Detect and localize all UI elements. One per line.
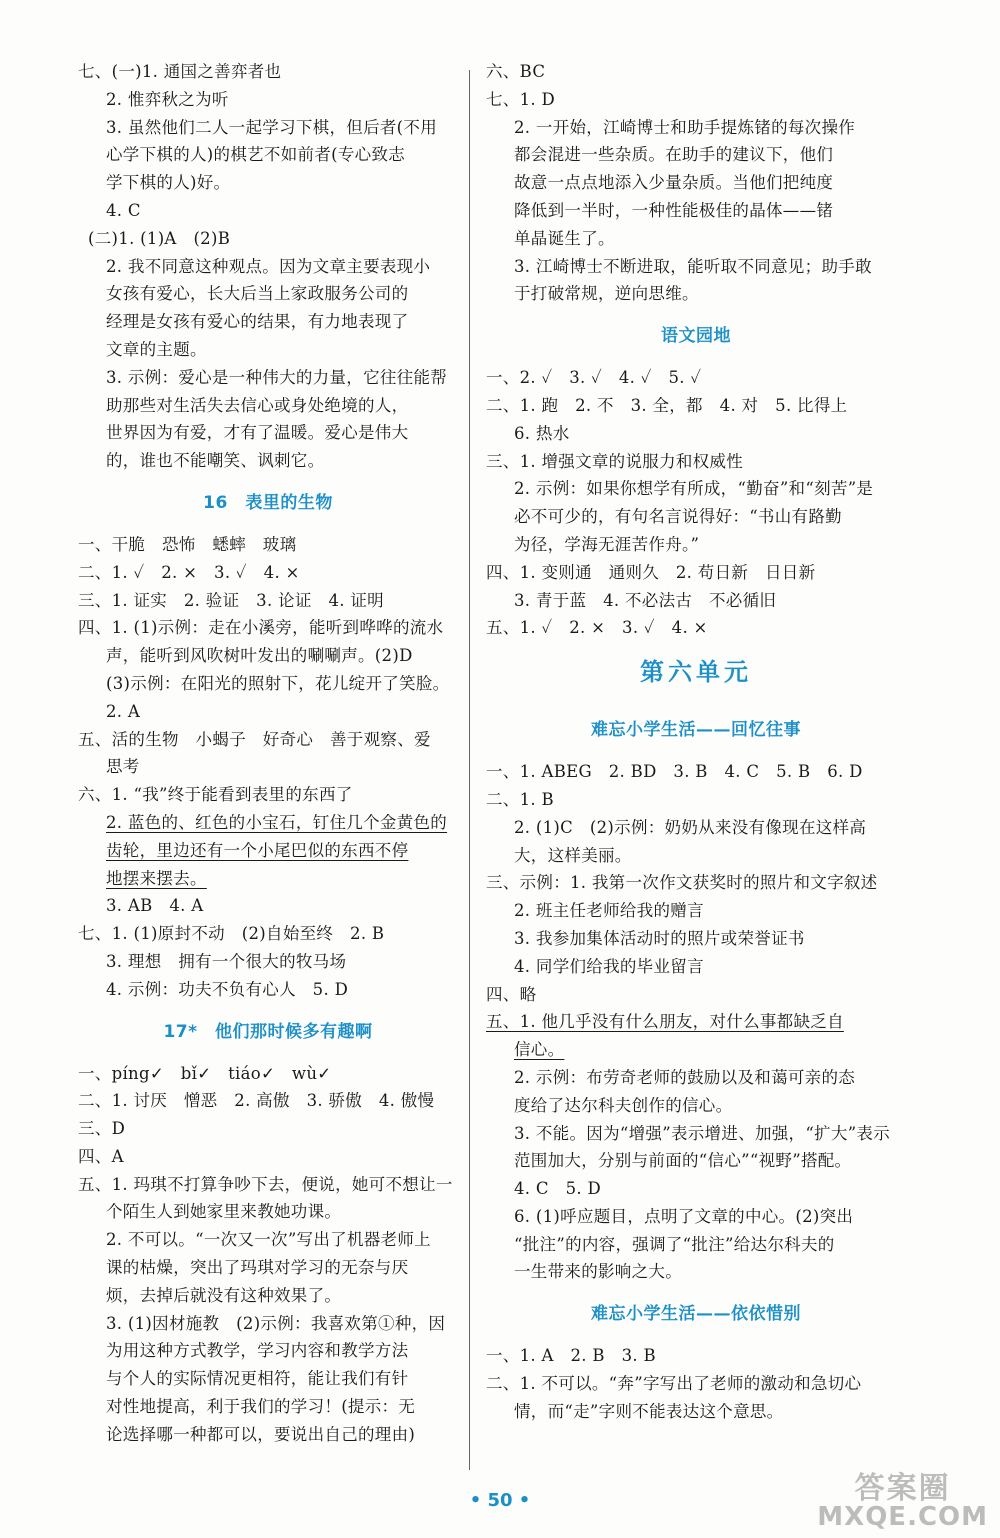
- right-column: [486, 58, 906, 1426]
- text-line: 必不可少的，有句名言说得好：“书山有路勤: [514, 507, 842, 527]
- text-line: 范围加大，分别与前面的“信心”“视野”搭配。: [514, 1151, 852, 1171]
- text-line: 4. C: [106, 200, 141, 220]
- watermark-title: 答案圈: [854, 1471, 951, 1506]
- text-line: 心学下棋的人)的棋艺不如前者(专心致志: [106, 145, 406, 165]
- text-line: 三、D: [78, 1119, 126, 1139]
- text-line: 烦，去掉后就没有这种效果了。: [106, 1285, 342, 1305]
- text-line: 文章的主题。: [106, 339, 207, 359]
- text-line: 3. (1)因材施教 (2)示例：我喜欢第①种，因: [106, 1313, 446, 1333]
- left-column: [78, 58, 458, 1449]
- text-line: 六、BC: [486, 62, 546, 81]
- column-divider: [469, 70, 470, 1470]
- text-line: 二、1. 跑 2. 不 3. 全，都 4. 对 5. 比得上: [486, 395, 848, 415]
- text-line: 一、干脆 恐怖 蟋蟀 玻璃: [78, 534, 297, 554]
- text-line: 大，这样美丽。: [514, 845, 632, 865]
- text-line: 都会混进一些杂质。在助手的建议下，他们: [514, 145, 834, 165]
- text-line: 个陌生人到她家里来教她功课。: [106, 1202, 342, 1222]
- text-line: 二、1. 不可以。“奔”字写出了老师的激动和急切心: [486, 1374, 862, 1394]
- text-line: 课的枯燥，突出了玛琪对学习的无奈与厌: [106, 1258, 409, 1278]
- text-line: 七、(一)1. 通国之善弈者也: [78, 62, 282, 81]
- text-line: 对性地提高，利于我们的学习！(提示：无: [106, 1397, 416, 1417]
- section-heading: 难忘小学生活——依依惜别: [591, 1304, 801, 1325]
- text-line: (二)1. (1)A (2)B: [88, 228, 231, 248]
- text-line: 世界因为有爱，才有了温暖。爱心是伟大: [106, 423, 409, 443]
- text-line: 一生带来的影响之大。: [514, 1262, 682, 1282]
- text-line: 6. (1)呼应题目，点明了文章的中心。(2)突出: [514, 1206, 854, 1226]
- watermark-url: MXQE.COM: [817, 1502, 988, 1532]
- text-line: 五、1. 他几乎没有什么朋友，对什么事都缺乏自: [486, 1012, 844, 1032]
- text-line: 女孩有爱心，长大后当上家政服务公司的: [106, 284, 409, 304]
- text-line: 3. 我参加集体活动时的照片或荣誉证书: [514, 928, 805, 948]
- text-line: 3. 示例：爱心是一种伟大的力量，它往往能帮: [106, 367, 448, 387]
- text-line: 2. 不可以。“一次又一次”写出了机器老师上: [106, 1230, 431, 1250]
- text-line: 三、示例：1. 我第一次作文获奖时的照片和文字叙述: [486, 873, 878, 893]
- text-line: 声，能听到风吹树叶发出的唰唰声。(2)D: [106, 646, 413, 666]
- text-line: 降低到一半时，一种性能极佳的晶体——锗: [514, 200, 834, 220]
- text-line: 一、2. ✓ 3. ✓ 4. ✓ 5. ✓: [486, 368, 702, 388]
- text-line: “批注”的内容，强调了“批注”给达尔科夫的: [514, 1234, 835, 1254]
- text-line: 2. 蓝色的、红色的小宝石，钉住几个金黄色的: [106, 812, 448, 832]
- unit-heading: 第六单元: [640, 658, 752, 687]
- text-line: 情，而“走”字则不能表达这个意思。: [514, 1401, 784, 1421]
- text-line: 的，谁也不能嘲笑、讽刺它。: [106, 451, 325, 471]
- text-line: 2. 我不同意这种观点。因为文章主要表现小: [106, 256, 431, 276]
- text-line: 3. 不能。因为“增强”表示增进、加强，“扩大”表示: [514, 1123, 891, 1143]
- text-line: 为径，学海无涯苦作舟。”: [514, 534, 700, 554]
- text-line: 齿轮，里边还有一个小尾巴似的东西不停: [106, 840, 409, 860]
- text-line: 4. 同学们给我的毕业留言: [514, 956, 704, 976]
- text-line: 度给了达尔科夫创作的信心。: [514, 1095, 733, 1115]
- text-line: 四、A: [78, 1146, 124, 1166]
- text-line: 五、1. 玛琪不打算争吵下去，便说，她可不想让一: [78, 1174, 453, 1194]
- text-line: 与个人的实际情况更相符，能让我们有针: [106, 1369, 409, 1389]
- text-line: 四、1. 变则通 通则久 2. 苟日新 日日新: [486, 562, 816, 582]
- text-line: 一、1. A 2. B 3. B: [486, 1346, 656, 1366]
- section-heading: 语文园地: [661, 326, 731, 347]
- text-line: 3. 理想 拥有一个很大的牧马场: [106, 951, 347, 971]
- text-line: 6. 热水: [514, 423, 570, 443]
- text-line: 2. 示例：布劳奇老师的鼓励以及和蔼可亲的态: [514, 1067, 856, 1087]
- text-line: 三、1. 证实 2. 验证 3. 论证 4. 证明: [78, 590, 384, 610]
- text-line: 七、1. (1)原封不动 (2)自始至终 2. B: [78, 924, 385, 944]
- text-line: 于打破常规，逆向思维。: [514, 284, 699, 304]
- text-line: 经理是女孩有爱心的结果，有力地表现了: [106, 312, 409, 332]
- watermark-logo: [817, 1471, 988, 1532]
- text-line: 二、1. 讨厌 憎恶 2. 高傲 3. 骄傲 4. 傲慢: [78, 1091, 435, 1111]
- text-line: 2. 班主任老师给我的赠言: [514, 901, 704, 921]
- text-line: 四、1. (1)示例：走在小溪旁，能听到哗哗的流水: [78, 618, 444, 638]
- section-heading: 16 表里的生物: [203, 492, 333, 513]
- text-line: 2. (1)C (2)示例：奶奶从来没有像现在这样高: [514, 817, 867, 837]
- text-line: 单晶诞生了。: [514, 228, 615, 248]
- text-line: 4. C 5. D: [514, 1179, 602, 1199]
- text-line: 4. 示例：功夫不负有心人 5. D: [106, 979, 349, 999]
- text-line: 四、略: [486, 984, 537, 1004]
- text-line: 论选择哪一种都可以，要说出自己的理由): [106, 1424, 416, 1444]
- text-line: 三、1. 增强文章的说服力和权威性: [486, 451, 744, 471]
- text-line: 故意一点点地添入少量杂质。当他们把纯度: [514, 173, 834, 193]
- text-line: 地摆来摆去。: [106, 868, 207, 888]
- text-line: 2. 惟弈秋之为听: [106, 89, 229, 109]
- text-line: 学下棋的人)好。: [106, 173, 231, 193]
- text-line: 助那些对生活失去信心或身处绝境的人，: [106, 395, 409, 415]
- text-line: 一、píng✓ bǐ✓ tiáo✓ wù✓: [78, 1063, 332, 1083]
- text-line: 二、1. B: [486, 789, 554, 809]
- text-line: 2. 示例：如果你想学有所成，“勤奋”和“刻苦”是: [514, 479, 874, 499]
- text-line: 一、1. ABEG 2. BD 3. B 4. C 5. B 6. D: [486, 762, 863, 782]
- text-line: 二、1. ✓ 2. × 3. ✓ 4. ×: [78, 562, 300, 582]
- text-line: (3)示例：在阳光的照射下，花儿绽开了笑脸。: [106, 673, 450, 693]
- section-heading: 17* 他们那时候多有趣啊: [163, 1021, 373, 1042]
- text-line: 为用这种方式教学，学习内容和教学方法: [106, 1341, 409, 1361]
- text-line: 五、活的生物 小蝎子 好奇心 善于观察、爱: [78, 729, 431, 749]
- text-line: 3. AB 4. A: [106, 896, 204, 916]
- text-line: 3. 青于蓝 4. 不必法古 不必循旧: [514, 590, 777, 610]
- text-line: 信心。: [514, 1040, 565, 1060]
- text-line: 2. 一开始，江崎博士和助手提炼锗的每次操作: [514, 117, 856, 137]
- text-line: 六、1. “我”终于能看到表里的东西了: [78, 785, 353, 805]
- text-line: 七、1. D: [486, 89, 556, 109]
- text-line: 思考: [106, 757, 140, 777]
- page-number: • 50 •: [469, 1490, 531, 1511]
- section-heading: 难忘小学生活——回忆往事: [591, 720, 801, 741]
- text-line: 2. A: [106, 701, 141, 721]
- text-line: 3. 虽然他们二人一起学习下棋，但后者(不用: [106, 117, 438, 137]
- text-line: 3. 江崎博士不断进取，能听取不同意见；助手敢: [514, 256, 872, 276]
- text-line: 五、1. ✓ 2. × 3. ✓ 4. ×: [486, 618, 708, 638]
